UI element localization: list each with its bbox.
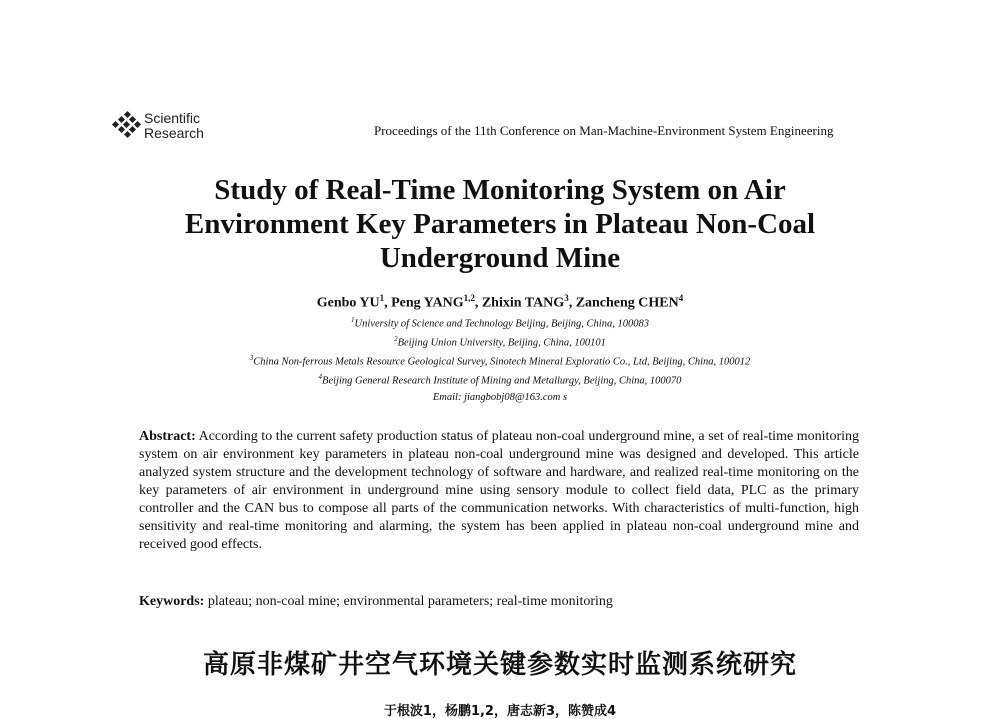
affiliation [110,316,890,330]
abstract [139,428,859,554]
affiliation [110,373,890,387]
affiliation [110,335,890,349]
logo-line-research: Research [144,125,204,141]
paper-title [130,173,870,275]
author-separator: , [384,295,392,311]
author-separator: , [474,295,482,311]
chinese-author-list: 于根波1，杨鹏1,2，唐志新3，陈赞成4 [383,704,617,719]
logo-diamond-icon [110,111,142,141]
affiliation [110,354,890,368]
author-name: Peng YANG [391,295,464,311]
affiliation-mark: 3 [249,354,254,362]
author-name: Genbo YU [316,295,380,311]
keywords-label: Keywords: [139,594,205,609]
author-affiliation-mark: 1 [379,293,385,303]
author-name: Zancheng CHEN [575,295,679,311]
author-affiliation-mark: 3 [564,293,569,303]
abstract-text: According to the current safety production status of plateau non-coal underground mine, a set of real-time monitoring system on air environment key parameters in plateau non-coal underground mine was designed and developed. This article analyzed system structure and the development technology of software and hardware, and realized real-time monitoring on the key parameters of air environment in underground mine using sensory module to collect field data, PLC as the primary controller and the CAN bus to compose all parts of the communication networks. With characteristics of multi-function, high sensitivity and real-time monitoring and alarming, the system has been applied in plateau non-coal underground mine and received good effects. [139,429,859,552]
author-separator: , [568,295,576,311]
author-affiliation-mark: 4 [678,293,684,303]
affiliation-text: Beijing General Research Institute of Mining and Metallurgy, Beijing, China, 100070 [322,375,682,387]
title-line: Underground Mine [379,242,621,274]
author-email: Email: jiangbobj08@163.com s [432,392,568,403]
title-line: Environment Key Parameters in Plateau Non-Coal [184,208,816,240]
author-affiliation-mark: 1,2 [463,293,475,303]
title-line: Study of Real-Time Monitoring System on Air [214,174,786,206]
keywords [139,594,859,610]
keywords-text: plateau; non-coal mine; environmental parameters; real-time monitoring [207,594,613,609]
author-name: Zhixin TANG [481,295,565,311]
affiliation-mark: 2 [394,335,398,343]
affiliation-text: China Non-ferrous Metals Resource Geological Survey, Sinotech Mineral Exploratio Co., Ltd, Beijing, China, 100012 [253,356,751,368]
affiliation-mark: 4 [318,373,323,381]
publisher-logo [110,111,204,141]
chinese-title: 高原非煤矿井空气环境关键参数实时监测系统研究 [202,650,797,680]
author-list [150,293,850,312]
affiliation-text: University of Science and Technology Beijing, Beijing, China, 100083 [354,318,649,330]
abstract-label: Abstract: [139,429,196,444]
affiliation-mark: 1 [351,316,355,324]
logo-line-scientific: Scientific [144,110,201,126]
affiliation-text: Beijing Union University, Beijing, China, 100101 [397,337,606,349]
proceedings-header: Proceedings of the 11th Conference on Man-Machine-Environment System Engineering [374,123,834,138]
logo-text [144,111,204,141]
